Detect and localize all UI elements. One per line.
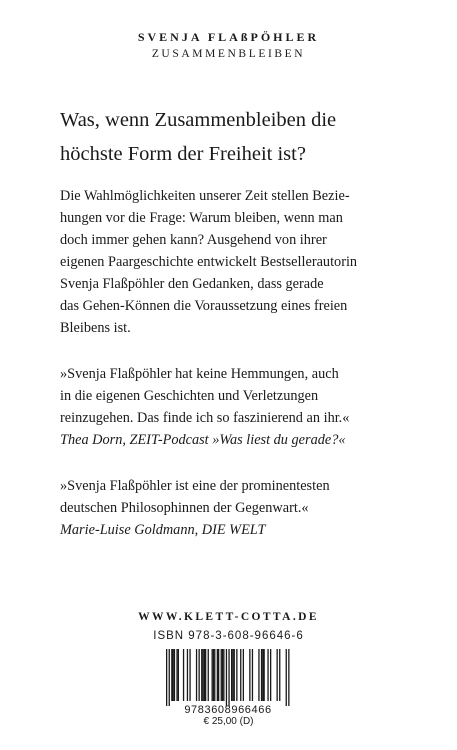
quote-line: »Svenja Flaßpöhler hat keine Hemmungen, auch [60, 366, 339, 382]
barcode-bar [199, 649, 200, 701]
barcode-bar [264, 649, 265, 701]
barcode-bar [222, 649, 223, 701]
barcode-bar [171, 649, 172, 701]
barcode-bar [261, 649, 262, 701]
barcode-bar [226, 649, 227, 706]
barcode-bar [243, 649, 244, 701]
barcode-bar [204, 649, 205, 701]
quote-block [60, 475, 410, 541]
barcode-bar [189, 649, 190, 701]
barcode-bar [258, 649, 259, 701]
description-paragraph [60, 185, 410, 339]
barcode-digits: 9783608966466 [184, 704, 272, 715]
description-line: hungen vor die Frage: Warum bleiben, wenn man [60, 210, 343, 226]
headline-line: Was, wenn Zusammenbleiben die [60, 109, 337, 131]
barcode-bar [208, 649, 209, 701]
barcode-bar [286, 649, 287, 706]
barcode-bar [169, 649, 170, 706]
barcode-bar [217, 649, 218, 701]
description-line: das Gehen-Können die Voraussetzung eines freien [60, 298, 348, 314]
price: € 25,00 (D) [203, 716, 254, 727]
publisher-website: WWW.KLETT-COTTA.DE [138, 611, 319, 623]
barcode-bar [166, 649, 167, 706]
barcode-bar [218, 649, 219, 701]
headline [60, 103, 400, 171]
barcode-bar [279, 649, 280, 701]
barcode-bar [262, 649, 263, 701]
barcode-bar [228, 649, 229, 706]
quote-line: »Svenja Flaßpöhler ist eine der prominentesten [60, 478, 330, 494]
barcode-bar [205, 649, 206, 701]
barcode-bar [196, 649, 197, 701]
isbn-number: ISBN 978-3-608-96646-6 [153, 630, 304, 642]
quote-line: in die eigenen Geschichten und Verletzungen [60, 388, 319, 404]
barcode-bar [214, 649, 215, 701]
barcode-bar [252, 649, 253, 701]
description-line: doch immer gehen kann? Ausgehend von ihrer [60, 232, 327, 248]
author-name: SVENJA FLAßPÖHLER [137, 30, 320, 44]
barcode-bar [221, 649, 222, 701]
barcode-bar [267, 649, 268, 701]
book-title: ZUSAMMENBLEIBEN [151, 48, 306, 60]
barcode-bar [240, 649, 241, 701]
barcode-bar [174, 649, 175, 701]
barcode-bar [178, 649, 179, 701]
barcode-bar [213, 649, 214, 701]
barcode-bar [277, 649, 278, 701]
description-line: Svenja Flaßpöhler den Gedanken, dass gerade [60, 276, 324, 292]
headline-line: höchste Form der Freiheit ist? [60, 143, 306, 165]
barcode-bar [173, 649, 174, 701]
barcode-bar [231, 649, 232, 701]
quote-line: deutschen Philosophinnen der Gegenwart.« [60, 500, 309, 516]
barcode-bar [270, 649, 271, 701]
barcode-bar [236, 649, 237, 701]
barcode-bar [288, 649, 289, 706]
barcode-bar [202, 649, 203, 701]
description-line: Die Wahlmöglichkeiten unserer Zeit stellen Bezie- [60, 188, 350, 204]
barcode-bar [234, 649, 235, 701]
barcode-bar [183, 649, 184, 701]
quote-attribution: Marie-Luise Goldmann, DIE WELT [60, 522, 266, 538]
barcode-bar [232, 649, 233, 701]
description-line: eigenen Paargeschichte entwickelt Bestsellerautorin [60, 254, 358, 270]
quote-attribution: Thea Dorn, ZEIT-Podcast »Was liest du gerade?« [60, 432, 346, 448]
barcode-bar [201, 649, 202, 701]
barcode-bar [212, 649, 213, 701]
barcode [162, 647, 294, 715]
barcode-bar [249, 649, 250, 701]
barcode-bar [223, 649, 224, 701]
quote-line: reinzugehen. Das finde ich so faszinierend an ihr.« [60, 410, 350, 426]
barcode-bar [176, 649, 177, 701]
description-line: Bleibens ist. [60, 320, 131, 336]
quote-block [60, 363, 410, 451]
barcode-bar [187, 649, 188, 701]
